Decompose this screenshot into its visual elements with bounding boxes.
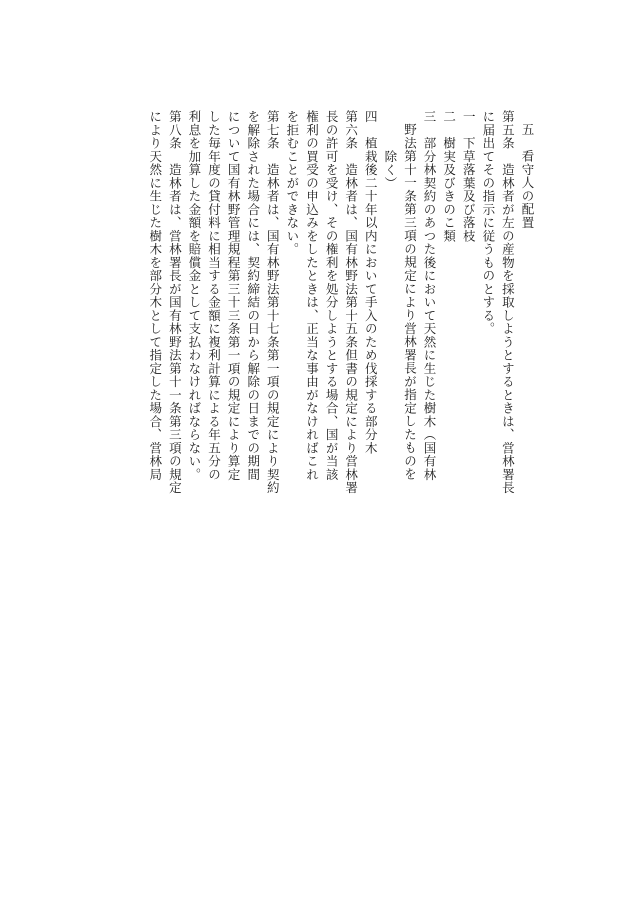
text-line: 二 樹実及びきのこ類 <box>441 110 457 243</box>
text-line: 第八条 造林者は、営林署長が国有林野法第十一条第三項の規定 <box>167 110 183 495</box>
text-line: 第五条 造林者が左の産物を採取しようとするときは、営林署長 <box>500 110 516 495</box>
text-line: 長の許可を受け、その権利を処分しようとする場合、国が当該 <box>324 110 340 481</box>
text-line: 五 看守人の配置 <box>520 123 535 229</box>
text-line: した毎年度の貸付料に相当する金額に複利計算による年五分の <box>206 110 222 481</box>
text-line: 一 下草落葉及び落枝 <box>461 110 477 243</box>
text-line: について国有林野管理規程第三十三条第一項の規定により算定 <box>226 110 242 481</box>
text-line: 第七条 造林者は、国有林野法第十七条第一項の規定により契約 <box>265 110 281 495</box>
text-line: 第六条 造林者は、国有林野法第十五条但書の規定により営林署 <box>343 110 359 495</box>
text-line: 利息を加算した金額を賠償金として支払わなければならない。 <box>186 110 202 481</box>
text-line: に届出てその指示に従うものとする。 <box>480 110 496 336</box>
text-line: を拒むことができない。 <box>284 110 300 256</box>
text-line: 三 部分林契約のあつた後において天然に生じた樹木（国有林 <box>422 110 438 481</box>
text-line: を解除された場合には、契約締結の日から解除の日までの期間 <box>245 110 261 481</box>
text-line: 四 植栽後二十年以内において手入のため伐採する部分木 <box>363 110 379 455</box>
text-line: により天然に生じた樹木を部分木として指定した場合、営林局 <box>147 110 163 481</box>
text-line: 除く） <box>382 150 398 190</box>
vertical-text-block <box>145 110 537 495</box>
text-line: 野法第十一条第三項の規定により営林署長が指定したものを <box>402 123 418 481</box>
text-line: 権利の買受の申込みをしたときは、正当な事由がなければこれ <box>304 110 320 481</box>
